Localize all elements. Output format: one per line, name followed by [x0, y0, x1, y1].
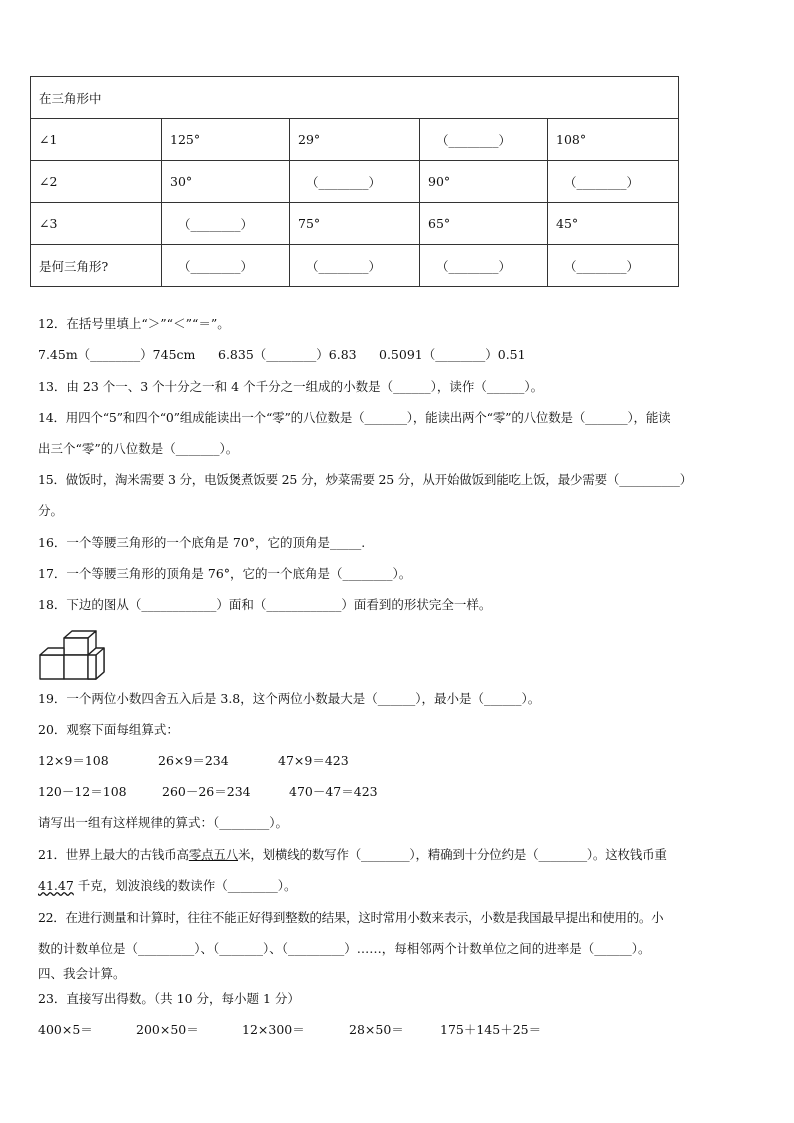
question-15-line1: 15．做饭时，淘米需要 3 分，电饭煲煮饭要 25 分，炒菜需要 25 分，从开始做饭到能吃上饭，最少需要（__________） [38, 472, 693, 487]
q21-text-b: 米，划横线的数写作（________），精确到十分位约是（________）。这枚钱币重 [238, 847, 667, 862]
calc-item[interactable]: 400×5＝ [38, 1022, 93, 1037]
calc-item[interactable]: 175＋145＋25＝ [440, 1022, 542, 1037]
table-cell: 65° [420, 203, 548, 245]
equation: 120－12＝108 [38, 784, 127, 799]
calc-item[interactable]: 12×300＝ [242, 1022, 305, 1037]
table-cell: 29° [290, 119, 420, 161]
answer-blank[interactable]: （________） [548, 161, 679, 203]
section-4-title: 四、我会计算。 [38, 966, 126, 981]
table-row [31, 161, 679, 203]
equation: 12×9＝108 [38, 753, 109, 768]
question-16: 16．一个等腰三角形的一个底角是 70°，它的顶角是_____. [38, 535, 366, 550]
question-13: 13．由 23 个一、3 个十分之一和 4 个千分之一组成的小数是（______），读作（______）。 [38, 379, 544, 394]
table-cell: 75° [290, 203, 420, 245]
question-14-line1: 14．用四个“5”和四个“0”组成能读出一个“零”的八位数是（_______），能读出两个“零”的八位数是（_______），能读 [38, 410, 671, 425]
answer-blank[interactable]: （________） [162, 245, 290, 287]
row-label: ∠2 [31, 161, 162, 203]
compare-item[interactable]: 7.45m（________）745cm [38, 347, 196, 362]
equation: 260－26＝234 [162, 784, 251, 799]
answer-blank[interactable]: （________） [420, 119, 548, 161]
cube-stack-figure [38, 628, 110, 682]
question-22-line1: 22．在进行测量和计算时，往往不能正好得到整数的结果，这时常用小数来表示，小数是我国最早提出和使用的。小 [38, 910, 664, 925]
question-20-ask: 请写出一组有这样规律的算式：（________）。 [38, 815, 289, 830]
question-19: 19．一个两位小数四舍五入后是 3.8，这个两位小数最大是（______），最小是（______）。 [38, 691, 541, 706]
row-label: ∠1 [31, 119, 162, 161]
table-row [31, 203, 679, 245]
question-23-title: 23．直接写出得数。（共 10 分，每小题 1 分） [38, 991, 300, 1006]
question-14-line2: 出三个“零”的八位数是（_______）。 [38, 441, 239, 456]
table-row [31, 119, 679, 161]
wavy-underlined-number: 41.47 [38, 878, 74, 893]
question-21-line1 [38, 847, 667, 863]
question-22-line2: 数的计数单位是（_________）、（_______）、（_________）……，每相邻两个计数单位之间的进率是（______）。 [38, 941, 651, 956]
table-cell: 125° [162, 119, 290, 161]
equation: 47×9＝423 [278, 753, 349, 768]
q21-text-a: 21．世界上最大的古钱币高 [38, 847, 189, 862]
question-17: 17．一个等腰三角形的顶角是 76°，它的一个底角是（________）。 [38, 566, 412, 581]
table-cell: 30° [162, 161, 290, 203]
compare-item[interactable]: 6.835（________）6.83 [218, 347, 357, 362]
table-cell: 90° [420, 161, 548, 203]
table-header: 在三角形中 [31, 77, 679, 119]
q21-text-c: 千克，划波浪线的数读作（________）。 [73, 878, 297, 893]
question-15-line2: 分。 [38, 503, 64, 518]
calc-item[interactable]: 28×50＝ [349, 1022, 404, 1037]
answer-blank[interactable]: （________） [290, 245, 420, 287]
table-cell: 45° [548, 203, 679, 245]
row-label: 是何三角形? [31, 245, 162, 287]
equation: 470－47＝423 [289, 784, 378, 799]
question-20-title: 20．观察下面每组算式： [38, 722, 179, 737]
answer-blank[interactable]: （________） [162, 203, 290, 245]
answer-blank[interactable]: （________） [420, 245, 548, 287]
answer-blank[interactable]: （________） [548, 245, 679, 287]
triangle-angle-table [30, 76, 679, 287]
row-label: ∠3 [31, 203, 162, 245]
question-12-title: 12．在括号里填上“＞”“＜”“＝”。 [38, 316, 230, 331]
equation: 26×9＝234 [158, 753, 229, 768]
underlined-number: 零点五八 [188, 847, 239, 862]
answer-blank[interactable]: （________） [290, 161, 420, 203]
table-row [31, 245, 679, 287]
calc-item[interactable]: 200×50＝ [136, 1022, 199, 1037]
question-21-line2 [38, 878, 297, 894]
table-cell: 108° [548, 119, 679, 161]
question-18: 18．下边的图从（____________）面和（____________）面看到的形状完全一样。 [38, 597, 492, 612]
compare-item[interactable]: 0.5091（________）0.51 [379, 347, 526, 362]
